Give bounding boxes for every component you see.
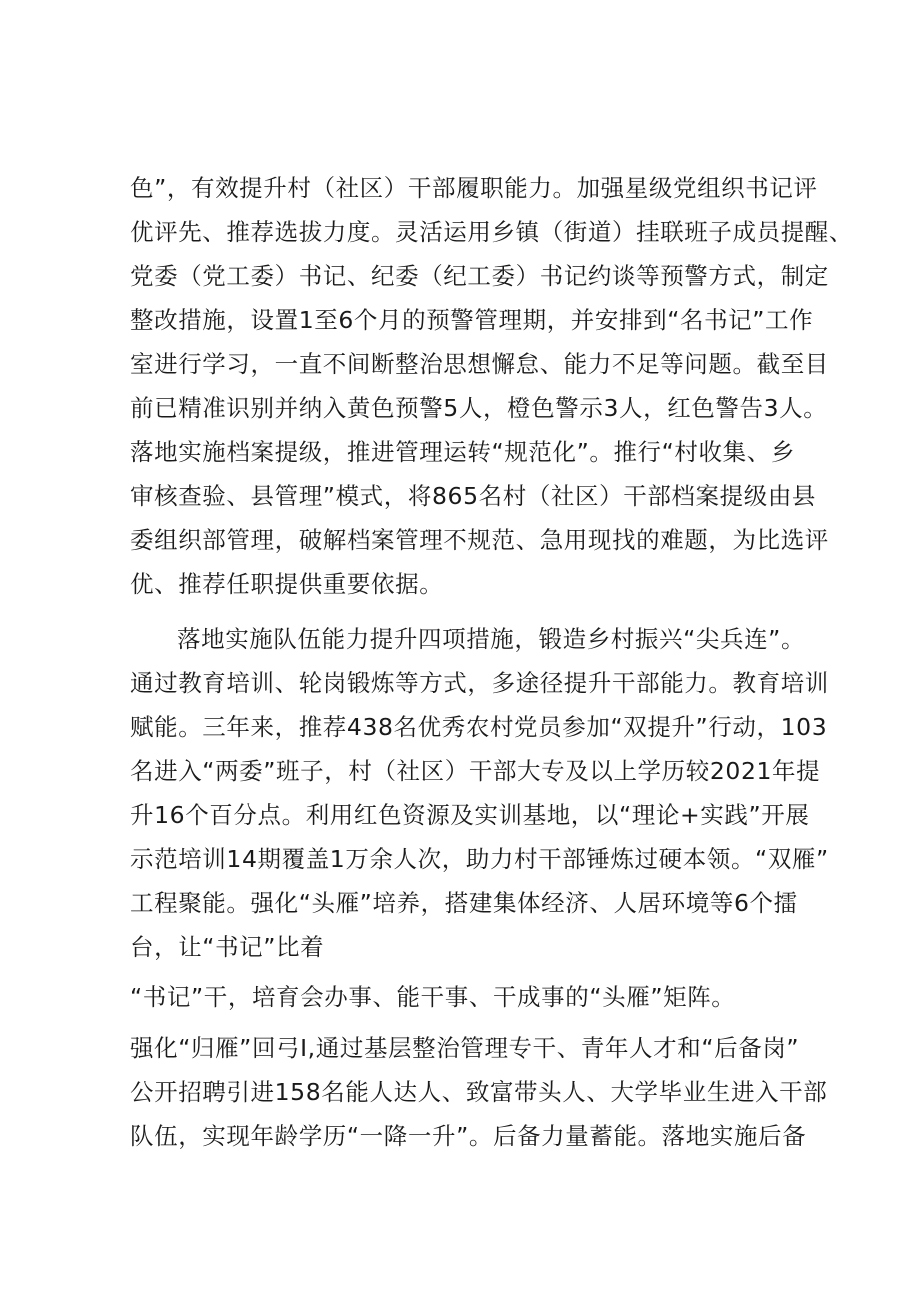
text-line-13: 赋能。三年来，推荐438名优秀农村党员参加“双提升”行动，103 — [130, 713, 828, 741]
text-line-10: 优、推荐任职提供重要依据。 — [130, 570, 444, 598]
text-line-22: 队伍，实现年龄学历“一降一升”。后备力量蓄能。落地实施后备 — [130, 1122, 807, 1150]
text-line-19: “书记”干，培育会办事、能干事、干成事的“头雁”矩阵。 — [130, 983, 736, 1011]
text-line-3: 党委（党工委）书记、纪委（纪工委）书记约谈等预警方式，制定 — [130, 262, 829, 290]
text-line-17: 工程聚能。强化“头雁”培养，搭建集体经济、人居环境等6个擂 — [130, 889, 798, 917]
text-line-2: 优评先、推荐选拔力度。灵活运用乡镇（街道）挂联班子成员提醒、 — [130, 218, 853, 246]
text-line-21: 公开招聘引进158名能人达人、致富带头人、大学毕业生进入干部 — [130, 1078, 828, 1106]
text-line-12: 通过教育培训、轮岗锻炼等方式，多途径提升干部能力。教育培训 — [130, 669, 829, 697]
text-line-1: 色”，有效提升村（社区）干部履职能力。加强星级党组织书记评 — [130, 174, 818, 202]
text-line-8: 审核查验、县管理”模式，将865名村（社区）干部档案提级由县 — [130, 482, 817, 510]
text-line-4: 整改措施，设置1至6个月的预警管理期，并安排到“名书记”工作 — [130, 306, 814, 334]
text-line-5: 室进行学习，一直不间断整治思想懈怠、能力不足等问题。截至目 — [130, 350, 829, 378]
text-line-6: 前已精准识别并纳入黄色预警5人，橙色警示3人，红色警告3人。 — [130, 394, 828, 422]
text-line-20: 强化“归雁”回弓I,通过基层整治管理专干、青年人才和“后备岗” — [130, 1034, 800, 1062]
text-line-18: 台，让“书记”比着 — [130, 933, 325, 961]
text-line-16: 示范培训14期覆盖1万余人次，助力村干部锤炼过硬本领。“双雁” — [130, 845, 829, 873]
text-line-9: 委组织部管理，破解档案管理不规范、急用现找的难题，为比选评 — [130, 526, 829, 554]
text-line-7: 落地实施档案提级，推进管理运转“规范化”。推行“村收集、乡 — [130, 438, 795, 466]
paragraph-2-first-line: 落地实施队伍能力提升四项措施，锻造乡村振兴“尖兵连”。 — [177, 625, 806, 653]
text-line-14: 名进入“两委”班子，村（社区）干部大专及以上学历较2021年提 — [130, 757, 821, 785]
text-line-15: 升16个百分点。利用红色资源及实训基地，以“理论+实践”开展 — [130, 801, 810, 829]
